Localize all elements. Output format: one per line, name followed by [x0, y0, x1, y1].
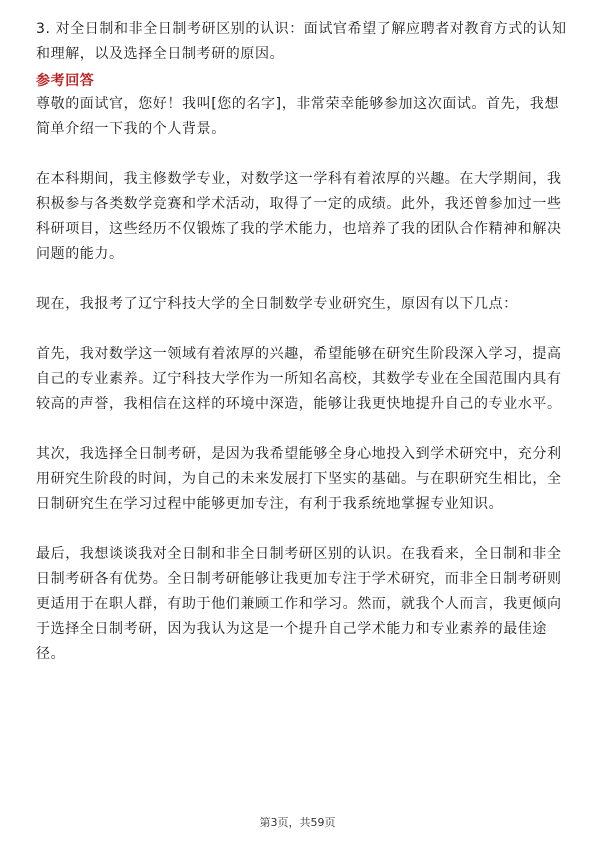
paragraph-line: 最后，我想谈谈我对全日制和非全日制考研区别的认识。在我看来，全日制和非全	[36, 546, 562, 562]
paragraph-line: 现在，我报考了辽宁科技大学的全日制数学专业研究生，原因有以下几点：	[36, 296, 518, 312]
paragraph-line: 自己的专业素养。辽宁科技大学作为一所知名高校，其数学专业在全国范围内具有	[36, 371, 562, 387]
paragraph-line: 较高的声誉，我相信在这样的环境中深造，能够让我更快地提升自己的专业水平。	[36, 396, 562, 412]
paragraph-reasons-intro	[36, 292, 560, 317]
paragraph-second-reason	[36, 442, 560, 517]
paragraph-line: 首先，我对数学这一领域有着浓厚的兴趣，希望能够在研究生阶段深入学习，提高	[36, 346, 562, 362]
paragraph-first-reason	[36, 342, 560, 417]
paragraph-line: 日制研究生在学习过程中能够更加专注，有利于我系统地掌握专业知识。	[36, 496, 504, 512]
paragraph-line: 简单介绍一下我的个人背景。	[36, 121, 226, 137]
paragraph-line: 科研项目，这些经历不仅锻炼了我的学术能力，也培养了我的团队合作精神和解决	[36, 221, 562, 237]
paragraph-line: 问题的能力。	[36, 246, 124, 262]
paragraph-line: 径。	[36, 646, 66, 662]
paragraph-line: 用研究生阶段的时间，为自己的未来发展打下坚实的基础。与在职研究生相比，全	[36, 471, 562, 487]
paragraph-intro	[36, 92, 560, 142]
paragraph-line: 其次，我选择全日制考研，是因为我希望能够全身心地投入到学术研究中，充分利	[36, 446, 562, 462]
answer-heading: 参考回答	[36, 73, 95, 89]
paragraph-background	[36, 167, 560, 267]
paragraph-final-reason	[36, 542, 560, 667]
paragraph-line: 日制考研各有优势。全日制考研能够让我更加专注于学术研究，而非全日制考研则	[36, 571, 562, 587]
paragraph-line: 积极参与各类数学竞赛和学术活动，取得了一定的成绩。此外，我还曾参加过一些	[36, 196, 562, 212]
question-line: 3. 对全日制和非全日制考研区别的认识：面试官希望了解应聘者对教育方式的认知	[36, 21, 567, 37]
page-number-footer: 第3页，共59页	[259, 816, 336, 829]
question-text	[36, 17, 567, 67]
paragraph-line: 于选择全日制考研，因为我认为这是一个提升自己学术能力和专业素养的最佳途	[36, 621, 547, 637]
page-content	[36, 17, 567, 667]
paragraph-line: 尊敬的面试官，您好！我叫[您的名字]，非常荣幸能够参加这次面试。首先，我想	[36, 96, 560, 112]
paragraph-line: 在本科期间，我主修数学专业，对数学这一学科有着浓厚的兴趣。在大学期间，我	[36, 171, 562, 187]
paragraph-line: 更适用于在职人群，有助于他们兼顾工作和学习。然而，就我个人而言，我更倾向	[36, 596, 562, 612]
question-line: 和理解，以及选择全日制考研的原因。	[36, 46, 285, 62]
